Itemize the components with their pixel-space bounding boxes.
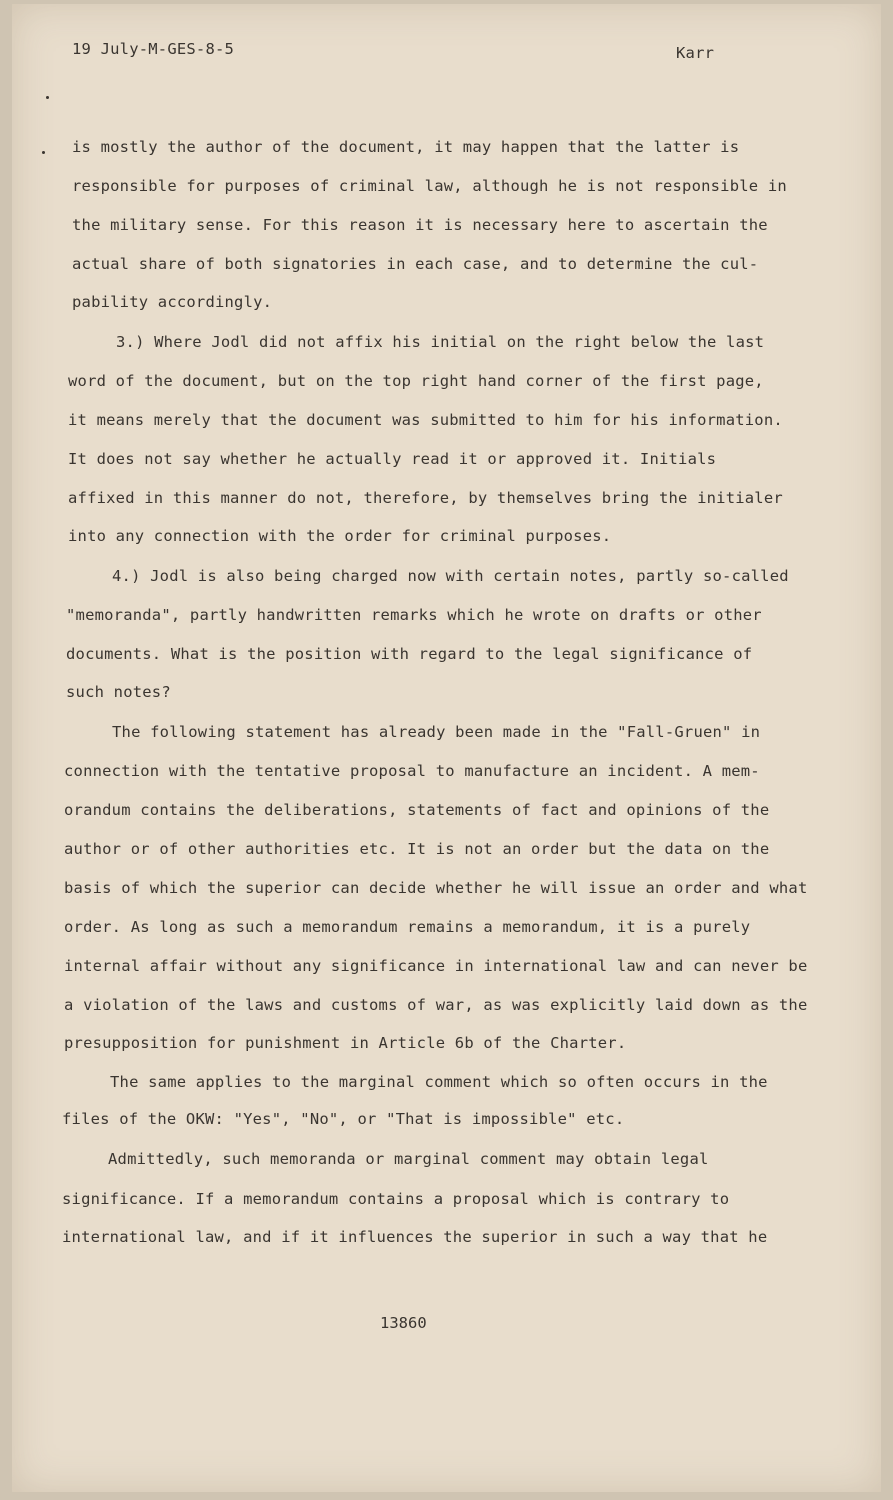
text-line: is mostly the author of the document, it may happen that the latter is: [72, 138, 740, 156]
text-line: presupposition for punishment in Article 6b of the Charter.: [64, 1034, 627, 1052]
header-name: Karr: [676, 44, 715, 62]
text-line: a violation of the laws and customs of war, as was explicitly laid down as the: [64, 996, 808, 1014]
text-line: author or of other authorities etc. It is not an order but the data on the: [64, 840, 770, 858]
text-line: international law, and if it influences the superior in such a way that he: [62, 1228, 768, 1246]
text-line: actual share of both signatories in each case, and to determine the cul-: [72, 255, 759, 273]
text-line: Admittedly, such memoranda or marginal comment may obtain legal: [108, 1150, 709, 1168]
page-number: 13860: [380, 1314, 427, 1332]
text-line: responsible for purposes of criminal law, although he is not responsible in: [72, 177, 787, 195]
text-line: 4.) Jodl is also being charged now with certain notes, partly so-called: [112, 567, 789, 585]
document-page: [12, 4, 881, 1492]
punch-mark: [46, 96, 49, 99]
text-line: connection with the tentative proposal to manufacture an incident. A mem-: [64, 762, 760, 780]
text-line: orandum contains the deliberations, statements of fact and opinions of the: [64, 801, 770, 819]
header-reference: 19 July-M-GES-8-5: [72, 40, 235, 58]
text-line: such notes?: [66, 683, 171, 701]
text-line: internal affair without any significance in international law and can never be: [64, 957, 808, 975]
text-line: pability accordingly.: [72, 293, 273, 311]
text-line: into any connection with the order for criminal purposes.: [68, 527, 612, 545]
text-line: the military sense. For this reason it is necessary here to ascertain the: [72, 216, 768, 234]
text-line: It does not say whether he actually read it or approved it. Initials: [68, 450, 717, 468]
text-line: 3.) Where Jodl did not affix his initial on the right below the last: [116, 333, 765, 351]
text-line: "memoranda", partly handwritten remarks which he wrote on drafts or other: [66, 606, 762, 624]
text-line: basis of which the superior can decide whether he will issue an order and what: [64, 879, 808, 897]
text-line: affixed in this manner do not, therefore, by themselves bring the initialer: [68, 489, 783, 507]
text-line: significance. If a memorandum contains a proposal which is contrary to: [62, 1190, 730, 1208]
text-line: The following statement has already been made in the "Fall-Gruen" in: [112, 723, 761, 741]
text-line: documents. What is the position with regard to the legal significance of: [66, 645, 753, 663]
text-line: files of the OKW: "Yes", "No", or "That is impossible" etc.: [62, 1110, 625, 1128]
punch-mark: [42, 151, 45, 154]
text-line: word of the document, but on the top right hand corner of the first page,: [68, 372, 764, 390]
text-line: order. As long as such a memorandum remains a memorandum, it is a purely: [64, 918, 751, 936]
text-line: The same applies to the marginal comment which so often occurs in the: [110, 1073, 768, 1091]
text-line: it means merely that the document was submitted to him for his information.: [68, 411, 783, 429]
